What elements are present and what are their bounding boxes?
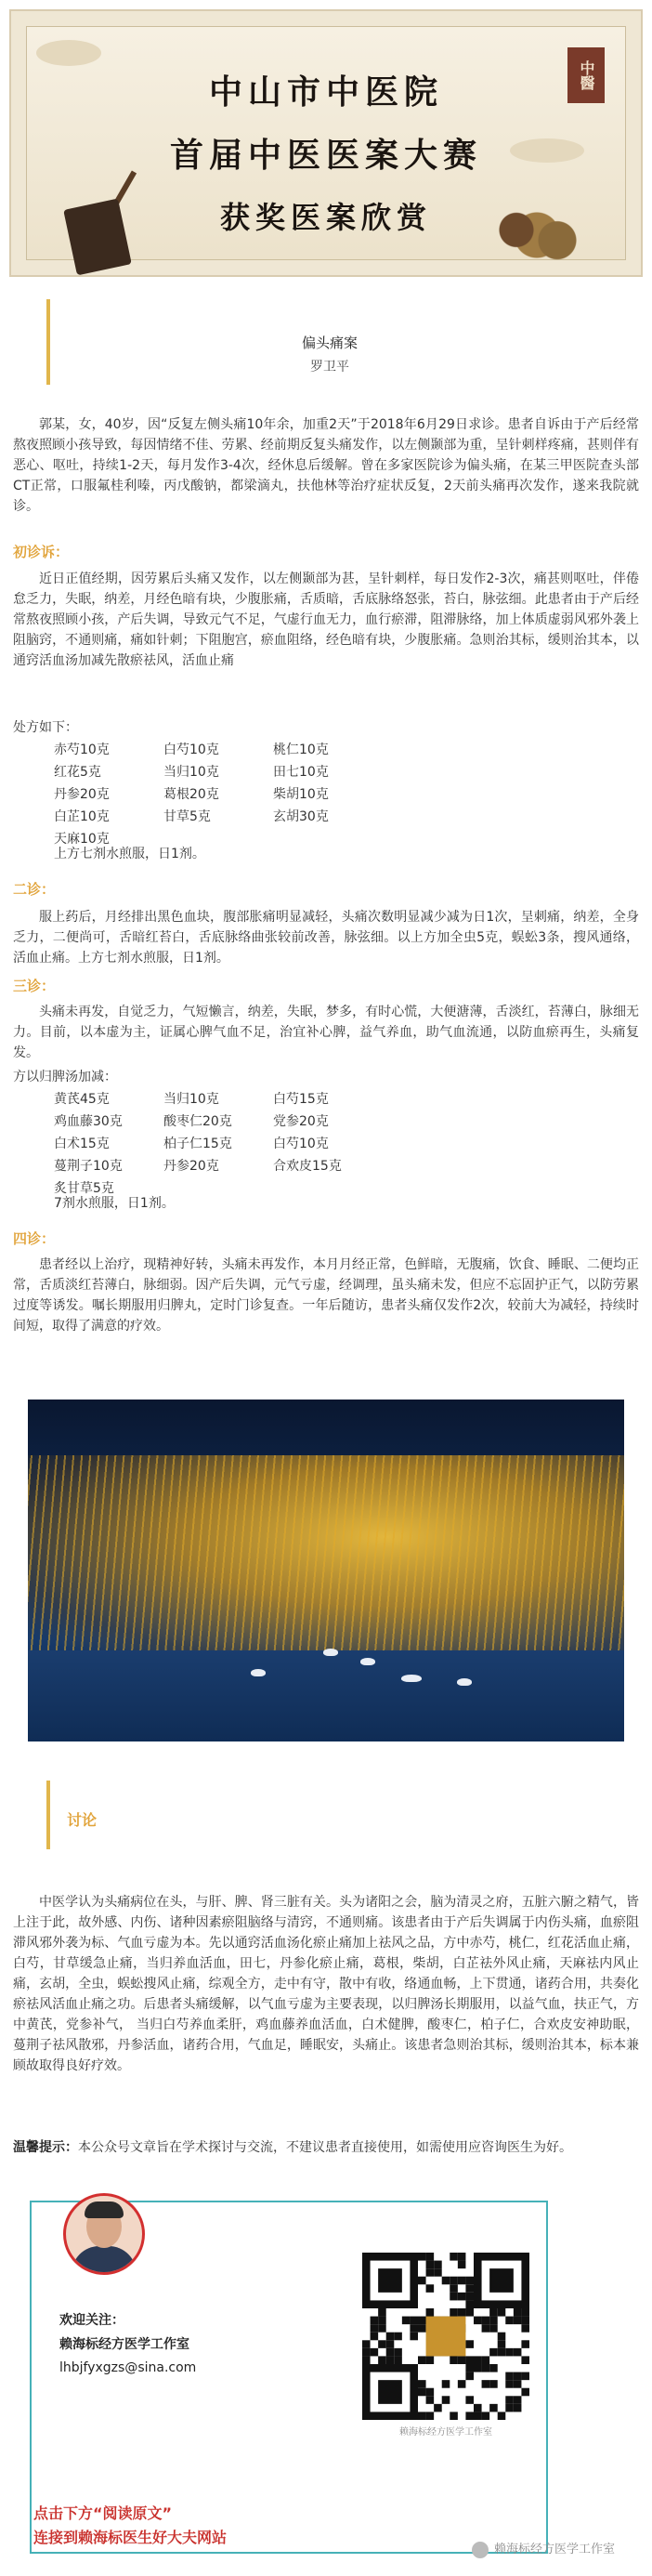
qr-code-image [362,2253,529,2420]
studio-name: 赖海标经方医学工作室 [59,2337,189,2352]
herb-item: 白术15克 [54,1137,110,1151]
case-heading [46,299,613,385]
herb-item: 桃仁10克 [273,743,329,757]
reed-lake-photo [28,1400,624,1741]
prescription-row [54,1156,383,1176]
herb-item: 白芍15克 [273,1092,329,1107]
website-link-text[interactable]: 连接到赖海标医生好大夫网站 [33,2529,228,2546]
avatar-hair [85,2201,124,2218]
qr-caption: 赖海标经方医学工作室 [399,2427,492,2438]
read-original-prompt[interactable]: 点击下方“阅读原文” [33,2504,173,2522]
discussion-title: 讨论 [67,1811,98,1829]
prescription-row [54,762,383,782]
welcome-label: 欢迎关注： [59,2313,124,2328]
doctor-avatar [63,2193,145,2275]
visit4-text: 患者经以上治疗，现精神好转，头痛未再发作，本月月经正常，色鲜暗，无腹痛，饮食、睡眠、二便均正常，舌质淡红苔薄白，脉细弱。因产后失调，元气亏虚，经调理，虽头痛未发，但应不忘固护正气，以防劳累过度等诱发。嘱长期服用归脾丸，定时门诊复查。一年后随访，患者头痛仅发作2次，较前大为减轻，持续时间短，取得了满意的疗效。 [13,1257,639,1334]
banner-scroll [26,26,626,260]
herb-item: 白芍10克 [273,1137,329,1151]
prescription-row [54,1111,383,1132]
account-watermark [472,2539,615,2558]
herb-item: 柴胡10克 [273,787,329,802]
banner-title-awards: 获奖医案欣赏 [219,200,432,235]
prescription-row [54,807,383,827]
seal-stamp: 中醫 [567,47,605,103]
herb-item: 炙甘草5克 [54,1181,114,1196]
disclaimer [13,2137,639,2158]
avatar-body [72,2246,137,2275]
visit4-label: 四诊： [13,1230,56,1247]
discussion-heading [46,1781,613,1849]
herb-item: 田七10克 [273,765,329,780]
visit1-text: 近日正值经期，因劳累后头痛又发作，以左侧颞部为甚，呈针刺样，每日发作2-3次，痛甚则呕吐，伴倦怠乏力，失眠，纳差，月经色暗有块，少腹胀痛，舌质暗，舌底脉络怒张，苔白，脉弦细。此患者由于产后经常熬夜照顾小孩，产后失调，导致元气不足，气虚行血无力，血行瘀滞，阻滞脉络，加上体质虚弱风邪外袭上阻脑窍，不通则痛，痛如针刺；下阻胞宫，瘀血阻络，经色暗有块，少腹胀痛。急则治其标，缓则治其本，以通窍活血汤加减先散瘀祛风，活血止痛 [13,572,639,668]
herb-item: 玄胡30克 [273,809,329,824]
visit3-text: 头痛未再发，自觉乏力，气短懒言，纳差，失眠，梦多，有时心慌，大便溏薄，舌淡红，苔薄白，脉细无力。目前，以本虚为主，证属心脾气血不足，治宜补心脾，益气养血，助气血流通，以防血瘀再生，头痛复发。 [13,1005,639,1060]
herb-item: 合欢皮15克 [273,1159,342,1174]
bird [360,1658,375,1665]
visit3-label: 三诊： [13,978,56,994]
herb-item: 红花5克 [54,765,101,780]
visit2-label: 二诊： [13,881,56,898]
banner-title-hospital: 中山市中医院 [208,72,443,112]
discussion-text: 中医学认为头痛病位在头，与肝、脾、肾三脏有关。头为诸阳之会，脑为清灵之府，五脏六腑之精气，皆上注于此，故外感、内伤、诸种因素瘀阻脑络与清窍，不通则痛。该患者由于产后失调属于内伤头痛，血瘀阻滞风邪外袭为标、气血亏虚为本。先以通窍活血汤化瘀止痛加上祛风之品，方中赤芍，桃仁，红花活血止痛，白芍，甘草缓急止痛，当归养血活血，田七，丹参化瘀止痛，葛根，柴胡，白芷祛外风止痛，天麻祛内风止痛，玄胡，全虫，蜈蚣搜风止痛，综观全方，走中有守，散中有收，络通血畅，上下贯通，诸药合用，共奏化瘀祛风活血止痛之功。后患者头痛缓解，以气血亏虚为主要表现，以归脾汤长期服用，以益气血，扶正气，方中黄芪，党参补气， 当归白芍养血柔肝，鸡血藤养血活血，白术健脾，酸枣仁，柏子仁，合欢皮安神助眠， 蔓荆子祛风散邪，丹参活血，诸药合用，气血足，睡眠安，头痛止。该患者急则治其标，缓则治其本，标本兼顾故取得良好疗效。 [13,1895,639,2073]
bird [401,1675,422,1682]
herb-item: 当归10克 [163,765,219,780]
herb-item: 鸡血藤30克 [54,1114,123,1129]
accent-bar [46,1781,50,1849]
herb-item: 当归10克 [163,1092,219,1107]
contact-email[interactable]: lhbjfyxgzs@sina.com [59,2360,197,2375]
visit1-rx-label: 处方如下： [13,720,78,735]
bird [457,1678,472,1686]
herb-item: 葛根20克 [163,787,219,802]
herb-item: 天麻10克 [54,832,110,847]
header-banner [9,9,643,277]
herb-item: 蔓荆子10克 [54,1159,123,1174]
contact-card [30,2201,548,2554]
wechat-icon [472,2542,489,2558]
visit1-label: 初诊诉： [13,544,70,560]
herb-item: 柏子仁15克 [163,1137,232,1151]
case-title: 偏头痛案 [301,335,358,351]
herb-item: 丹参20克 [54,787,110,802]
reeds [28,1455,624,1660]
case-author: 罗卫平 [310,360,349,375]
banner-title-contest: 首届中医医案大赛 [169,136,482,175]
bird [251,1669,266,1676]
disclaimer-label: 温馨提示： [13,2140,78,2155]
herb-item: 酸枣仁20克 [163,1114,232,1129]
prescription-row [54,1089,383,1110]
herb-item: 黄芪45克 [54,1092,110,1107]
herb-item: 赤芍10克 [54,743,110,757]
visit2-text: 服上药后，月经排出黑色血块，腹部胀痛明显减轻，头痛次数明显减少减为日1次，呈刺痛，纳差，全身乏力，二便尚可，舌暗红苔白，舌底脉络曲张较前改善，脉弦细。以上方加全虫5克，蜈蚣3条，搜风通络，活血止痛。上方七剂水煎服，日1剂。 [13,910,639,966]
cloud-decoration [36,40,101,66]
prescription-row [54,740,383,760]
water [28,1650,624,1741]
watermark-text: 赖海标经方医学工作室 [493,2543,615,2556]
disclaimer-text: 本公众号文章旨在学术探讨与交流，不建议患者直接使用，如需使用应咨询医生为好。 [78,2140,572,2155]
herb-item: 白芷10克 [54,809,110,824]
bird [323,1649,338,1656]
herb-item: 党参20克 [273,1114,329,1129]
visit3-usage: 7剂水煎服，日1剂。 [54,1196,175,1211]
qr-code[interactable] [362,2253,529,2438]
herb-item: 丹参20克 [163,1159,219,1174]
visit3-rx-label: 方以归脾汤加减： [13,1070,117,1084]
herb-item: 甘草5克 [163,809,211,824]
herb-item: 白芍10克 [163,743,219,757]
visit1-usage: 上方七剂水煎服，日1剂。 [54,847,205,861]
case-intro: 郭某，女，40岁，因“反复左侧头痛10年余，加重2天”于2018年6月29日求诊。患者自诉由于产后经常熬夜照顾小孩导致，每因情绪不佳、劳累、经前期反复头痛发作，以左侧颞部为重，呈针刺样疼痛，甚则伴有恶心、呕吐，持续1-2天，每月发作3-4次，经休息后缓解。曾在多家医院诊为偏头痛，在某三甲医院查头部CT正常，口服氟桂利嗪，丙戊酸钠，都梁滴丸，扶他林等治疗症状反复，2天前头痛再次发作，遂来我院就诊。 [13,417,639,514]
prescription-row [54,784,383,805]
prescription-row [54,1134,383,1154]
